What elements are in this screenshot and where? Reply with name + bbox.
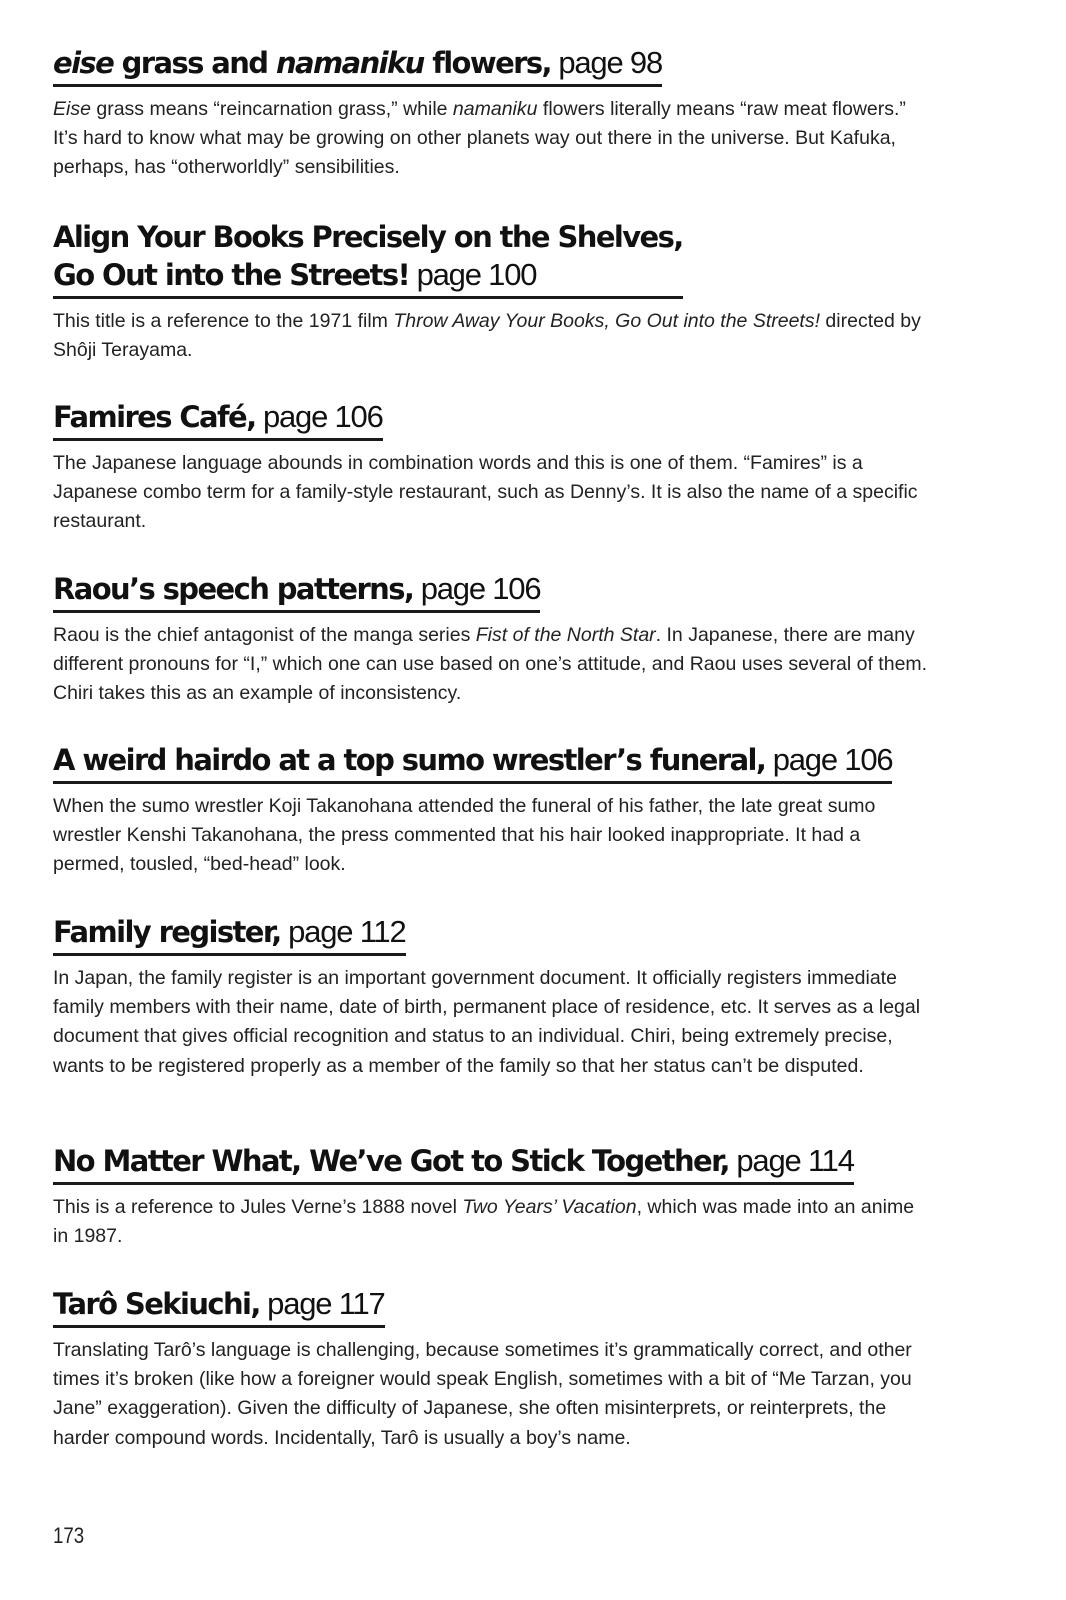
entry-body: Translating Tarô’s language is challenging, because sometimes it’s grammatically correct, and other times it’s broken (like how a foreigner would speak English, sometimes with a bit of “Me Tarzan, you Jane” exaggeration). Given the difficulty of Japanese, she often misinterprets, or reinterprets, the harder compound words. Incidentally, Tarô is usually a boy’s name. <box>53 1339 912 1449</box>
glossary-entry <box>53 913 933 1081</box>
glossary-entry <box>53 398 933 537</box>
page-reference: page 106 <box>765 742 893 777</box>
page-reference: page 114 <box>728 1143 854 1178</box>
page-reference: page 112 <box>280 914 406 949</box>
entry-body: Eise grass means “reincarnation grass,” while namaniku flowers literally means “raw meat flowers.” It’s hard to know what may be growing on other planets way out there in the universe. But Kafuka, perhaps, has “otherworldly” sensibilities. <box>53 98 906 179</box>
page-number: 173 <box>53 1523 85 1548</box>
entry-body: Raou is the chief antagonist of the manga series Fist of the North Star. In Japanese, there are many different pronouns for “I,” which one can use based on one’s attitude, and Raou uses several of them. Chiri takes this as an example of inconsistency. <box>53 624 928 705</box>
work-title: Throw Away Your Books, Go Out into the Streets! <box>393 310 821 332</box>
glossary-entry <box>53 741 933 880</box>
entry-heading: Raou’s speech patterns, page 106 <box>53 570 540 613</box>
glossary-entry <box>53 44 933 183</box>
page-reference: page 106 <box>413 571 541 606</box>
heading-italic-term: eise <box>53 46 114 80</box>
entry-heading: Align Your Books Precisely on the Shelves, Go Out into the Streets! page 100 <box>53 218 683 299</box>
page-reference: page 106 <box>255 399 383 434</box>
page-reference: page 117 <box>259 1286 385 1321</box>
glossary-entry <box>53 1285 933 1453</box>
glossary-entry <box>53 570 933 709</box>
entry-heading: Family register, page 112 <box>53 913 406 956</box>
entry-body: This is a reference to Jules Verne’s 1888 novel Two Years’ Vacation, which was made into an anime in 1987. <box>53 1196 915 1248</box>
page-reference: page 100 <box>409 257 537 292</box>
page-reference: page 98 <box>550 45 662 80</box>
entry-body: When the sumo wrestler Koji Takanohana attended the funeral of his father, the late great sumo wrestler Kenshi Takanohana, the press commented that his hair looked inappropriate. It had a permed, tousled, “bed-head” look. <box>53 795 876 876</box>
entry-heading: Tarô Sekiuchi, page 117 <box>53 1285 385 1328</box>
work-title: Two Years’ Vacation <box>462 1196 637 1218</box>
entry-body: The Japanese language abounds in combination words and this is one of them. “Famires” is a Japanese combo term for a family-style restaurant, such as Denny’s. It is also the name of a specific restaurant. <box>53 452 918 533</box>
heading-italic-term: namaniku <box>275 46 424 80</box>
entry-heading: eise grass and namaniku flowers, page 98 <box>53 44 662 87</box>
entry-heading: A weird hairdo at a top sumo wrestler’s funeral, page 106 <box>53 741 892 784</box>
work-title: Fist of the North Star <box>475 624 656 646</box>
entry-heading: Famires Café, page 106 <box>53 398 383 441</box>
glossary-entry <box>53 1142 933 1251</box>
entry-heading: No Matter What, We’ve Got to Stick Together, page 114 <box>53 1142 854 1185</box>
glossary-entry <box>53 218 933 365</box>
entry-body: This title is a reference to the 1971 film Throw Away Your Books, Go Out into the Streets! directed by Shôji Terayama. <box>53 310 921 362</box>
entry-body: In Japan, the family register is an important government document. It officially registers immediate family members with their name, date of birth, permanent place of residence, etc. It serves as a legal document that gives official recognition and status to an individual. Chiri, being extremely precise, wants to be registered properly as a member of the family so that her status can’t be disputed. <box>53 967 921 1077</box>
